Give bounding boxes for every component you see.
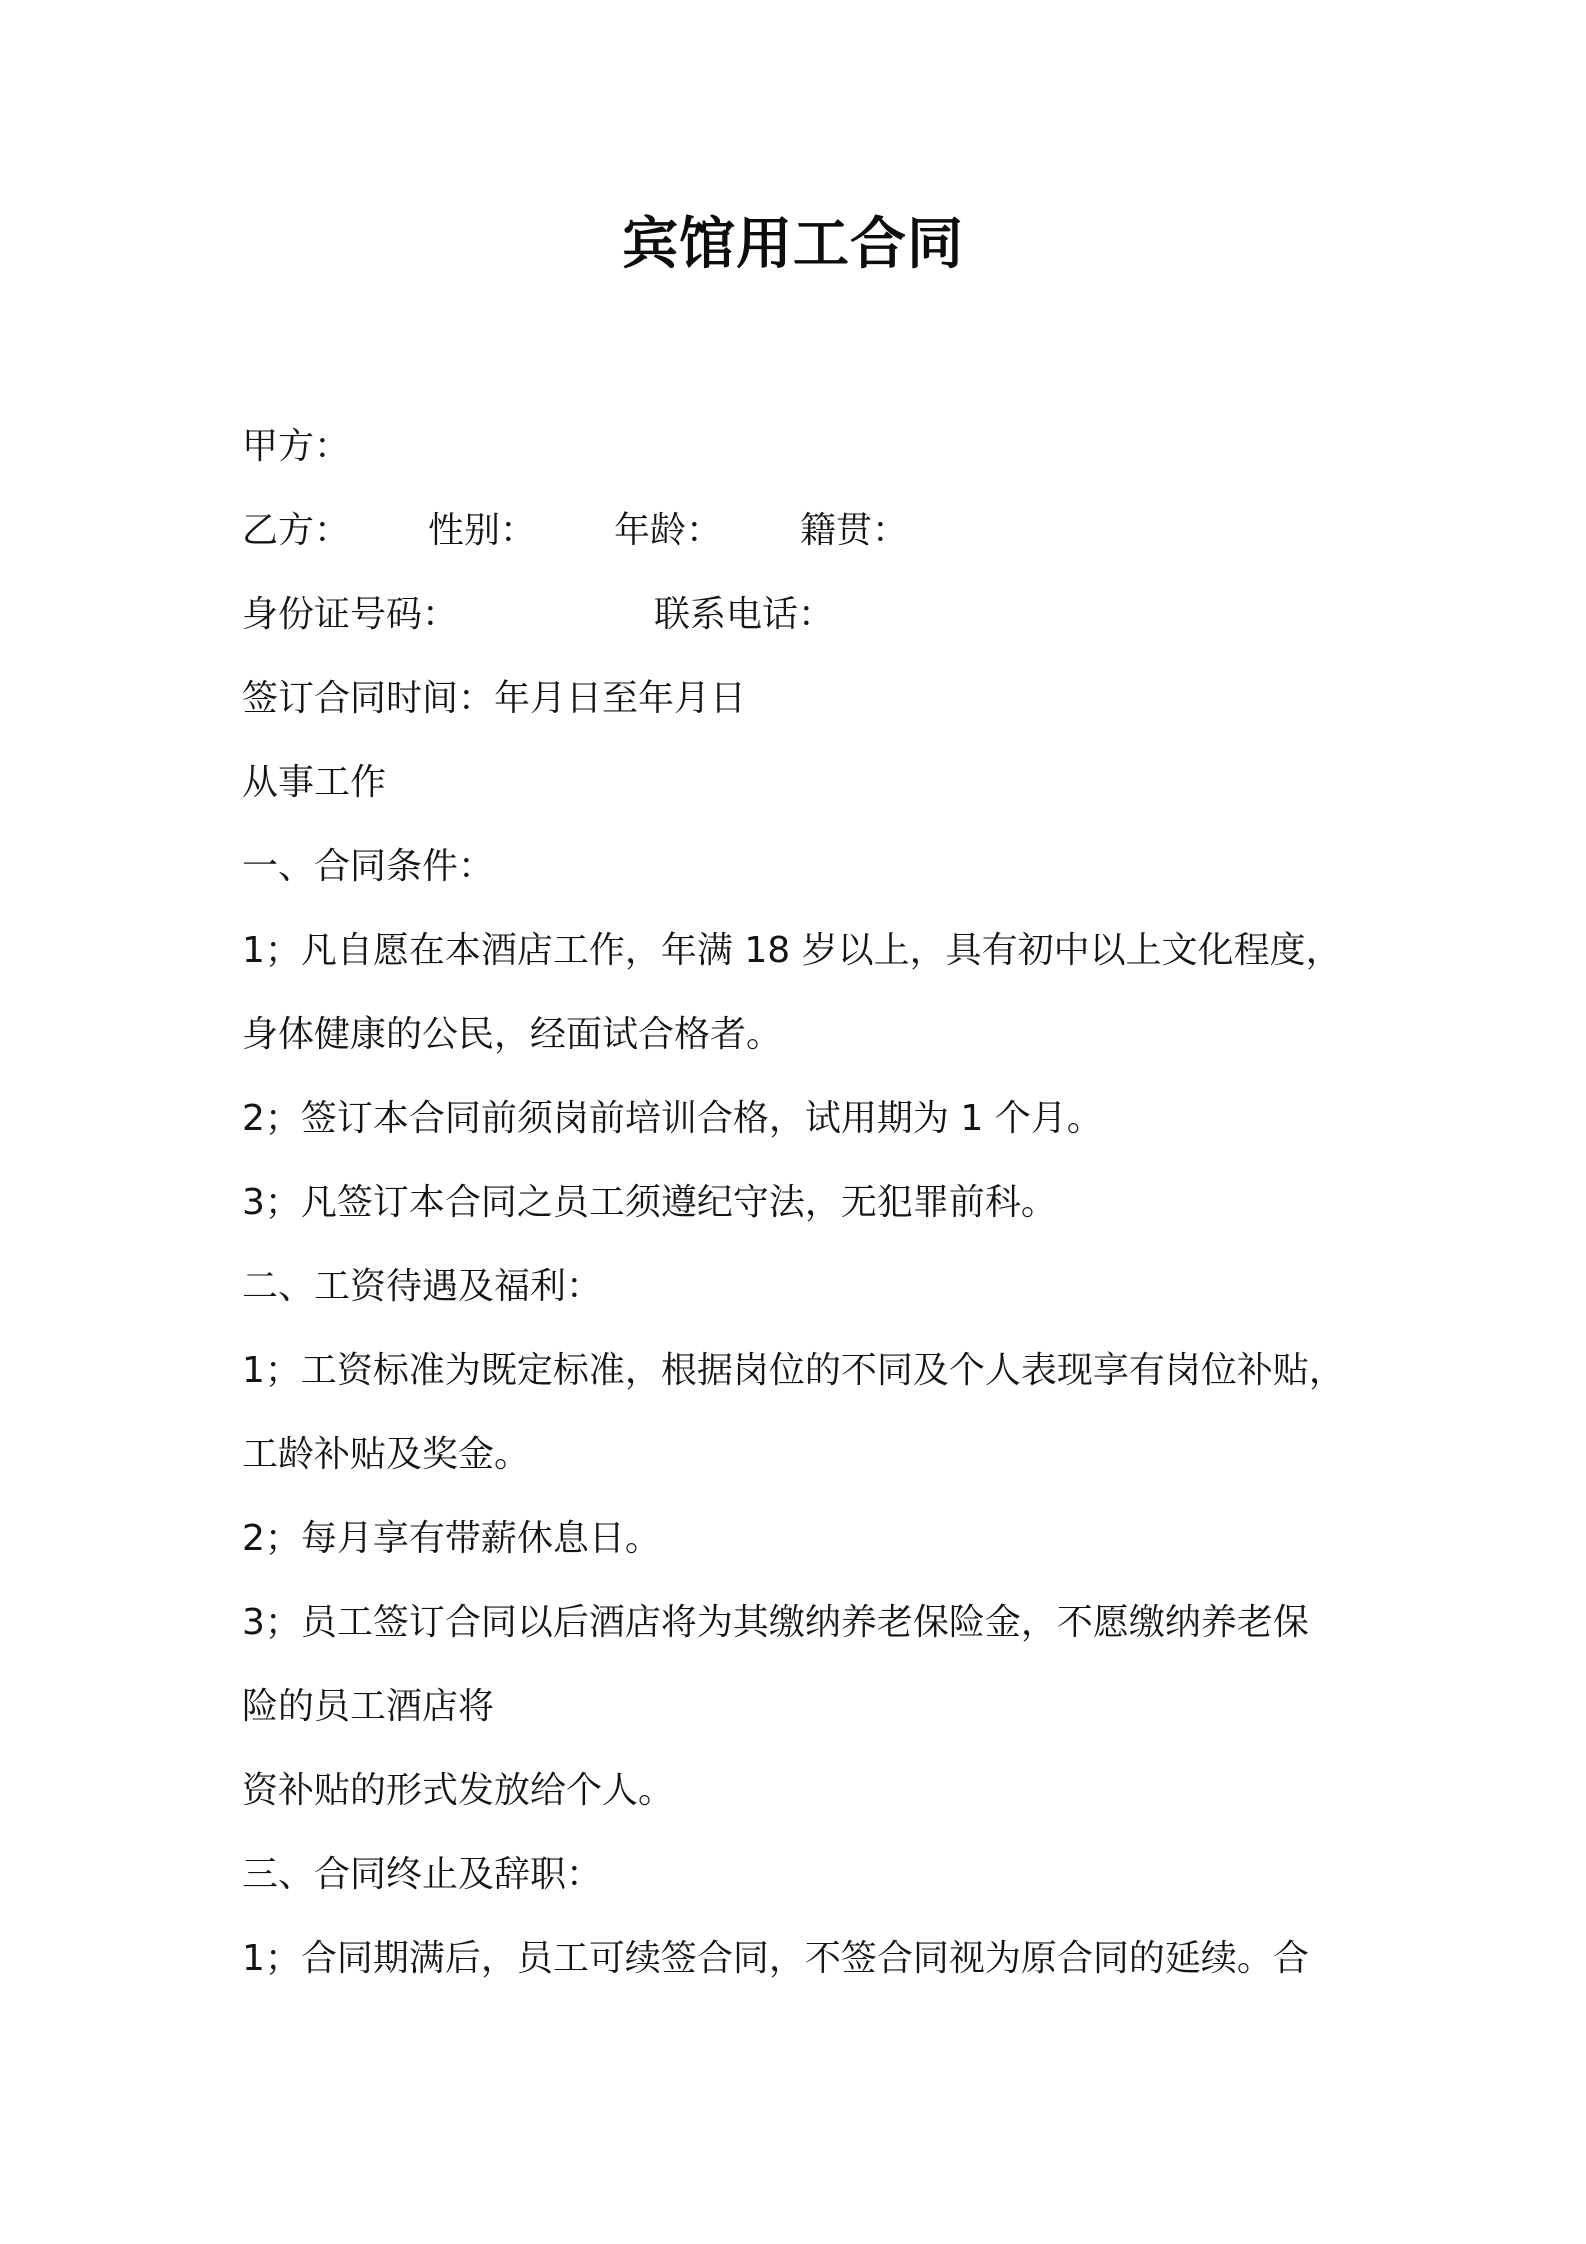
- id-phone-line: [242, 573, 1372, 657]
- gender-label: 性别：: [428, 510, 537, 551]
- section-heading: 三、合同终止及辞职：: [242, 1854, 603, 1895]
- age-label: 年龄：: [614, 510, 723, 551]
- clause-line: 3；凡签订本合同之员工须遵纪守法，无犯罪前科。: [242, 1182, 1057, 1223]
- clause-line: 2；签订本合同前须岗前培训合格，试用期为 1 个月。: [242, 1098, 1103, 1139]
- party-b-label: 乙方：: [242, 510, 351, 551]
- clause-line: 险的员工酒店将: [242, 1686, 495, 1727]
- origin-label: 籍贯：: [800, 510, 909, 551]
- contract-body: [242, 405, 1372, 2001]
- id-number-label: 身份证号码：: [242, 594, 459, 635]
- clause-line: 身体健康的公民，经面试合格者。: [242, 1014, 783, 1055]
- party-b-line: [242, 489, 1372, 573]
- clause-line: 1；合同期满后，员工可续签合同，不签合同视为原合同的延续。合: [242, 1938, 1309, 1979]
- clause-line: 2；每月享有带薪休息日。: [242, 1518, 661, 1559]
- clause-line: 3；员工签订合同以后酒店将为其缴纳养老保险金，不愿缴纳养老保: [242, 1602, 1309, 1643]
- clause-line: 工龄补贴及奖金。: [242, 1434, 531, 1475]
- clause-line: 资补贴的形式发放给个人。: [242, 1770, 675, 1811]
- document-title: 宾馆用工合同: [622, 212, 964, 277]
- sign-time-line: 签订合同时间：年月日至年月日: [242, 678, 747, 719]
- job-line: 从事工作: [242, 762, 387, 803]
- phone-label: 联系电话：: [654, 594, 835, 635]
- section-heading: 一、合同条件：: [242, 846, 495, 887]
- clause-line: 1；凡自愿在本酒店工作，年满 18 岁以上，具有初中以上文化程度，: [242, 930, 1342, 971]
- party-a-line: 甲方：: [242, 426, 351, 467]
- section-heading: 二、工资待遇及福利：: [242, 1266, 603, 1307]
- clause-line: 1；工资标准为既定标准，根据岗位的不同及个人表现享有岗位补贴，: [242, 1350, 1345, 1391]
